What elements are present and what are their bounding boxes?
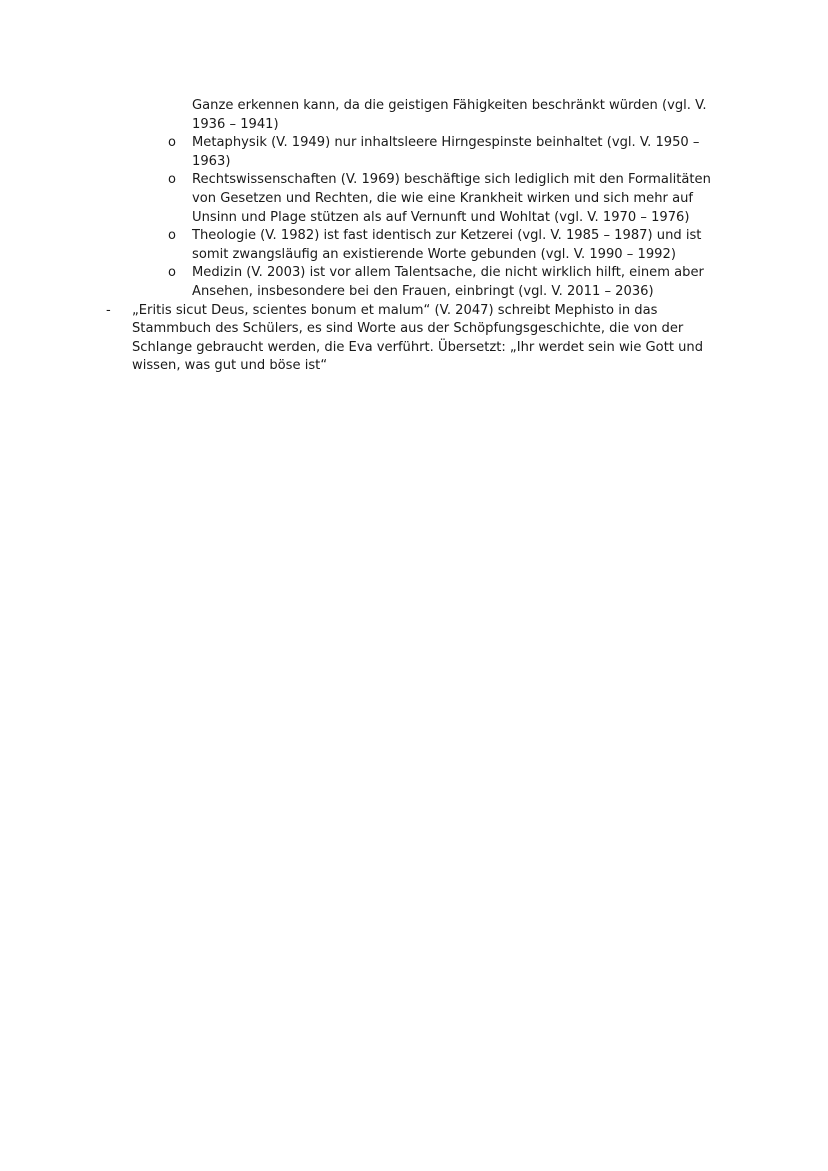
sub-bullet-list	[0, 134, 828, 301]
text-line: Schlange gebraucht werden, die Eva verführt. Übersetzt: „Ihr werdet sein wie Gott und	[132, 339, 704, 355]
circle-bullet-icon: o	[168, 135, 176, 151]
dash-bullet-icon: -	[106, 302, 111, 318]
circle-bullet-icon: o	[168, 265, 176, 281]
list-item	[168, 227, 732, 264]
circle-bullet-icon: o	[168, 172, 176, 188]
text-line: Stammbuch des Schülers, es sind Worte aus der Schöpfungsgeschichte, die von der	[132, 321, 684, 337]
text-line: von Gesetzen und Rechten, die wie eine Krankheit wirken und sich mehr auf	[192, 190, 694, 206]
document-body	[0, 97, 828, 376]
dash-list-item	[106, 302, 732, 376]
text-line: Ganze erkennen kann, da die geistigen Fähigkeiten beschränkt würden (vgl. V.	[192, 98, 707, 113]
continued-paragraph	[192, 97, 732, 134]
list-item	[168, 264, 732, 301]
text-line: Ansehen, insbesondere bei den Frauen, einbringt (vgl. V. 2011 – 2036)	[192, 283, 654, 299]
text-line: somit zwangsläufig an existierende Worte gebunden (vgl. V. 1990 – 1992)	[192, 246, 676, 262]
list-item	[168, 171, 732, 227]
text-line: Rechtswissenschaften (V. 1969) beschäftige sich lediglich mit den Formalitäten	[192, 172, 711, 188]
text-line: Metaphysik (V. 1949) nur inhaltsleere Hirngespinste beinhaltet (vgl. V. 1950 –	[192, 135, 700, 151]
text-line: Theologie (V. 1982) ist fast identisch zur Ketzerei (vgl. V. 1985 – 1987) und ist	[192, 228, 702, 244]
text-line: 1963)	[192, 153, 231, 169]
list-item	[168, 134, 732, 171]
text-line: 1936 – 1941)	[192, 116, 279, 132]
circle-bullet-icon: o	[168, 228, 176, 244]
text-line: wissen, was gut und böse ist“	[132, 358, 328, 374]
text-line: Unsinn und Plage stützen als auf Vernunft und Wohltat (vgl. V. 1970 – 1976)	[192, 209, 690, 225]
text-line: „Eritis sicut Deus, scientes bonum et malum“ (V. 2047) schreibt Mephisto in das	[132, 302, 658, 318]
text-line: Medizin (V. 2003) ist vor allem Talentsache, die nicht wirklich hilft, einem aber	[192, 265, 704, 281]
